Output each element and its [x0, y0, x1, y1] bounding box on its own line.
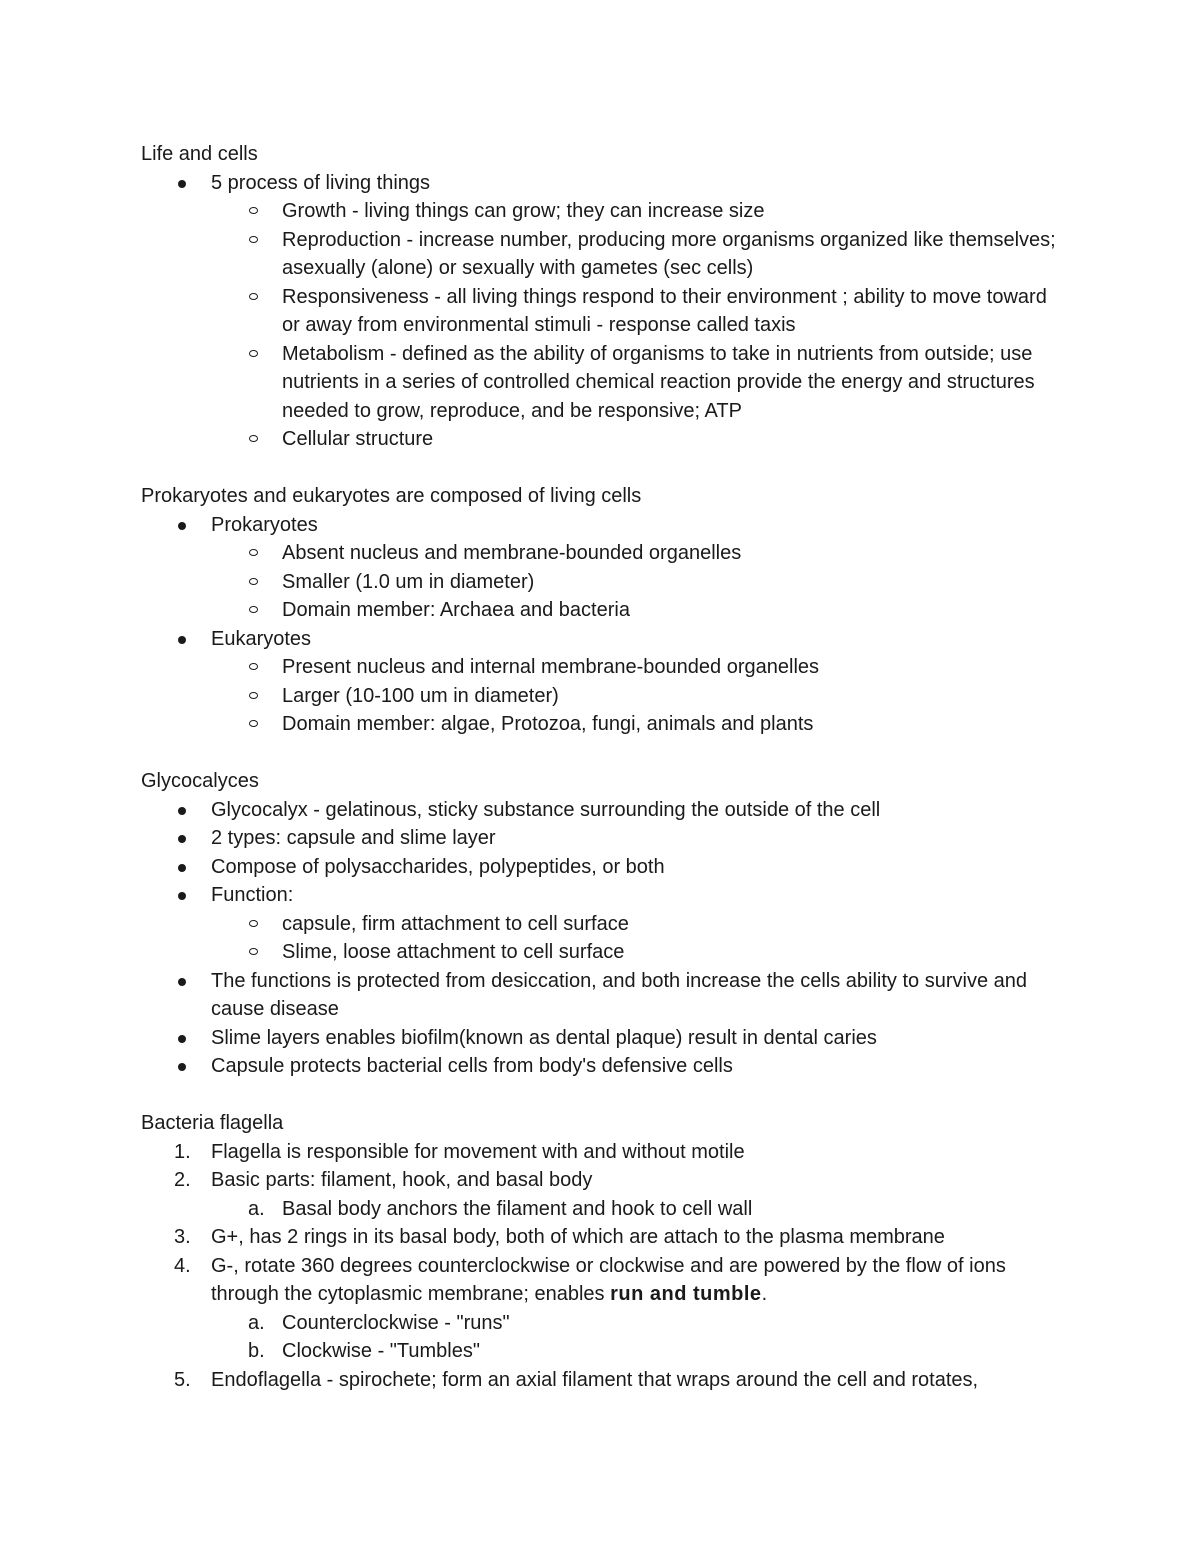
flagella-list: [141, 1138, 1061, 1395]
list-item: 2 types: capsule and slime layer: [141, 824, 1061, 853]
bullet-disc-icon: [178, 978, 186, 986]
bullet-disc-icon: [178, 807, 186, 815]
list-item: Compose of polysaccharides, polypeptides, or both: [141, 853, 1061, 882]
section-title-prokaryotes-eukaryotes: Prokaryotes and eukaryotes are composed of living cells: [141, 485, 642, 507]
bullet-disc-icon: [178, 1063, 186, 1071]
list-item: Larger (10-100 um in diameter): [141, 682, 1061, 711]
bullet-circle-icon: [249, 663, 258, 670]
bullet-disc-icon: [178, 864, 186, 872]
list-item: 1. Flagella is responsible for movement with and without motile: [141, 1138, 1061, 1167]
bullet-circle-icon: [249, 350, 258, 357]
list-number: 4.: [174, 1254, 191, 1277]
paragraph-spacer: [141, 739, 1061, 768]
bullet-disc-icon: [178, 1035, 186, 1043]
bullet-circle-icon: [249, 720, 258, 727]
bullet-disc-icon: [178, 636, 186, 644]
list-item: Slime layers enables biofilm(known as dental plaque) result in dental caries: [141, 1024, 1061, 1053]
bullet-circle-icon: [249, 578, 258, 585]
list-item: 2. Basic parts: filament, hook, and basal body: [141, 1166, 1061, 1195]
bullet-disc-icon: [178, 835, 186, 843]
list-number: 2.: [174, 1169, 191, 1191]
list-item: Capsule protects bacterial cells from body's defensive cells: [141, 1052, 1061, 1081]
list-number: 1.: [174, 1140, 191, 1163]
list-item: Reproduction - increase number, producing more organisms organized like themselves; asexually (alone) or sexually with gametes (sec cells): [141, 226, 1061, 283]
bullet-disc-icon: [178, 522, 186, 530]
bullet-circle-icon: [249, 293, 258, 300]
list-item: 5. Endoflagella - spirochete; form an axial filament that wraps around the cell and rotates,: [141, 1366, 1061, 1395]
bullet-circle-icon: [249, 606, 258, 613]
list-item: Present nucleus and internal membrane-bounded organelles: [141, 653, 1061, 682]
bullet-circle-icon: [249, 435, 258, 442]
list-item: Domain member: algae, Protozoa, fungi, animals and plants: [141, 710, 1061, 739]
section-title-bacteria-flagella: Bacteria flagella: [141, 1112, 284, 1134]
list-item: 3. G+, has 2 rings in its basal body, both of which are attach to the plasma membrane: [141, 1223, 1061, 1252]
list-item: The functions is protected from desiccation, and both increase the cells ability to survive and cause disease: [141, 967, 1061, 1024]
list-number: 5.: [174, 1368, 191, 1391]
section-title-glycocalyces: Glycocalyces: [141, 770, 259, 792]
list-item: a. Basal body anchors the filament and hook to cell wall: [141, 1195, 1061, 1224]
bullet-circle-icon: [249, 207, 258, 214]
list-item: Cellular structure: [141, 425, 1061, 454]
list-item: 5 process of living things: [141, 169, 1061, 198]
list-item: Function:: [141, 881, 1061, 910]
bullet-circle-icon: [249, 948, 258, 955]
list-item: Responsiveness - all living things respond to their environment ; ability to move toward or away from environmental stimuli - response called taxis: [141, 283, 1061, 340]
section-title-life-and-cells: Life and cells: [141, 143, 258, 165]
list-item: Glycocalyx - gelatinous, sticky substance surrounding the outside of the cell: [141, 796, 1061, 825]
list-item: a. Counterclockwise - "runs": [141, 1309, 1061, 1338]
list-item: Slime, loose attachment to cell surface: [141, 938, 1061, 967]
bullet-circle-icon: [249, 920, 258, 927]
list-number: 3.: [174, 1226, 191, 1248]
bullet-disc-icon: [178, 892, 186, 900]
paragraph-spacer: [141, 454, 1061, 483]
list-letter: a.: [248, 1311, 265, 1334]
bullet-disc-icon: [178, 180, 186, 188]
bullet-circle-icon: [249, 236, 258, 243]
life-list: [141, 169, 1061, 454]
list-item: Eukaryotes: [141, 625, 1061, 654]
bold-text: run and tumble: [610, 1283, 762, 1305]
list-item: Growth - living things can grow; they can increase size: [141, 197, 1061, 226]
paragraph-spacer: [141, 1081, 1061, 1110]
glyco-list: [141, 796, 1061, 1081]
list-letter: a.: [248, 1197, 265, 1220]
list-item: 4. G-, rotate 360 degrees counterclockwise or clockwise and are powered by the flow of ions through the cytoplasmic membrane; enables run and tumble.: [141, 1252, 1061, 1309]
list-item: Prokaryotes: [141, 511, 1061, 540]
list-item: Absent nucleus and membrane-bounded organelles: [141, 539, 1061, 568]
bullet-circle-icon: [249, 549, 258, 556]
document-body: [141, 140, 1061, 1394]
pro-eu-list: [141, 511, 1061, 739]
list-item: capsule, firm attachment to cell surface: [141, 910, 1061, 939]
list-item: b. Clockwise - "Tumbles": [141, 1337, 1061, 1366]
list-item: Metabolism - defined as the ability of organisms to take in nutrients from outside; use nutrients in a series of controlled chemical reaction provide the energy and structures needed to grow, reproduce, and be responsive; ATP: [141, 340, 1061, 426]
list-letter: b.: [248, 1340, 265, 1362]
list-item: Domain member: Archaea and bacteria: [141, 596, 1061, 625]
bullet-circle-icon: [249, 692, 258, 699]
list-item: Smaller (1.0 um in diameter): [141, 568, 1061, 597]
